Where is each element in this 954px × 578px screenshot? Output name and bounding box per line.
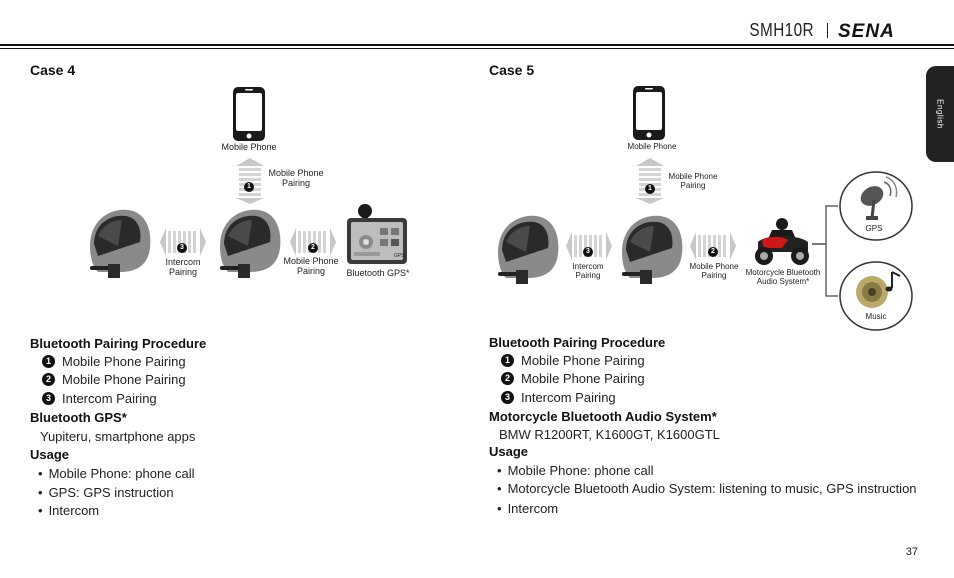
music-speaker-icon	[838, 262, 914, 334]
case5-audio-heading: Motorcycle Bluetooth Audio System*	[489, 409, 717, 424]
mobile-phone-icon	[632, 85, 666, 141]
case4-title: Case 4	[30, 62, 76, 78]
case5-step2-badge: 2	[708, 240, 718, 258]
case5-intercom-label: Intercom Pairing	[572, 262, 604, 280]
helmet-icon	[492, 212, 562, 284]
motorcycle-icon	[752, 216, 812, 266]
case5-pairing-step: 1 Mobile Phone Pairing	[501, 353, 645, 368]
case5-usage-item: • Mobile Phone: phone call	[497, 463, 654, 478]
case4-usage-item: • GPS: GPS instruction	[38, 485, 174, 500]
case5-pairing-step: 2 Mobile Phone Pairing	[501, 371, 645, 386]
case5-phone-label: Mobile Phone	[627, 142, 677, 151]
case4-pairing-step: 2 Mobile Phone Pairing	[42, 372, 186, 387]
gps-badge: GPS	[394, 253, 405, 259]
case5-mobile-label: Mobile Phone Pairing	[689, 262, 739, 280]
case5-usage-item: • Intercom	[497, 501, 558, 516]
case5-step1-badge: 1	[645, 177, 655, 195]
case4-step1-badge: 1	[244, 175, 254, 193]
case5-title: Case 5	[489, 62, 535, 78]
sena-logo	[838, 21, 920, 41]
case5-step1-label: Mobile Phone Pairing	[668, 172, 718, 190]
case4-mobile-label: Mobile Phone Pairing	[283, 256, 339, 276]
header-rule-thin	[0, 48, 954, 49]
mobile-phone-icon	[232, 86, 266, 142]
case5-music-label: Music	[865, 312, 887, 321]
case5-gps-label: GPS	[865, 224, 883, 233]
header-separator	[827, 23, 828, 38]
case4-pairing-heading: Bluetooth Pairing Procedure	[30, 336, 207, 351]
helmet-icon	[214, 206, 284, 278]
case5-audio-text: BMW R1200RT, K1600GT, K1600GTL	[499, 427, 720, 442]
case5-usage-item: • Motorcycle Bluetooth Audio System: listening to music, GPS instruction	[497, 481, 917, 496]
case5-pairing-step: 3 Intercom Pairing	[501, 390, 616, 405]
case5-pairing-heading: Bluetooth Pairing Procedure	[489, 335, 666, 350]
helmet-icon	[84, 206, 154, 278]
case4-step1-label: Mobile Phone Pairing	[268, 168, 324, 188]
case5-usage-heading: Usage	[489, 444, 529, 459]
case5-moto-label: Motorcycle Bluetooth Audio System*	[745, 268, 821, 286]
case4-phone-label: Mobile Phone	[221, 142, 277, 152]
model-name: SMH10R	[749, 20, 814, 40]
case4-gps-heading: Bluetooth GPS*	[30, 410, 127, 425]
case4-usage-item: • Intercom	[38, 503, 99, 518]
case4-usage-heading: Usage	[30, 447, 70, 462]
case4-pairing-step: 3 Intercom Pairing	[42, 391, 157, 406]
language-tab-label: English	[935, 99, 945, 129]
sena-logo-text: SENA	[838, 21, 895, 42]
case4-gps-text: Yupiteru, smartphone apps	[40, 429, 196, 444]
helmet-icon	[616, 212, 686, 284]
case4-step2-badge: 2	[308, 236, 318, 254]
case4-intercom-label: Intercom Pairing	[165, 257, 201, 277]
case5-step3-badge: 3	[583, 240, 593, 258]
case4-gps-label: Bluetooth GPS*	[346, 268, 410, 278]
case4-usage-item: • Mobile Phone: phone call	[38, 466, 195, 481]
case4-step3-badge: 3	[177, 236, 187, 254]
gps-device-icon	[346, 204, 408, 266]
case4-pairing-step: 1 Mobile Phone Pairing	[42, 354, 186, 369]
language-tab[interactable]	[926, 66, 954, 162]
page-number: 37	[905, 546, 918, 558]
header-rule	[0, 44, 954, 46]
